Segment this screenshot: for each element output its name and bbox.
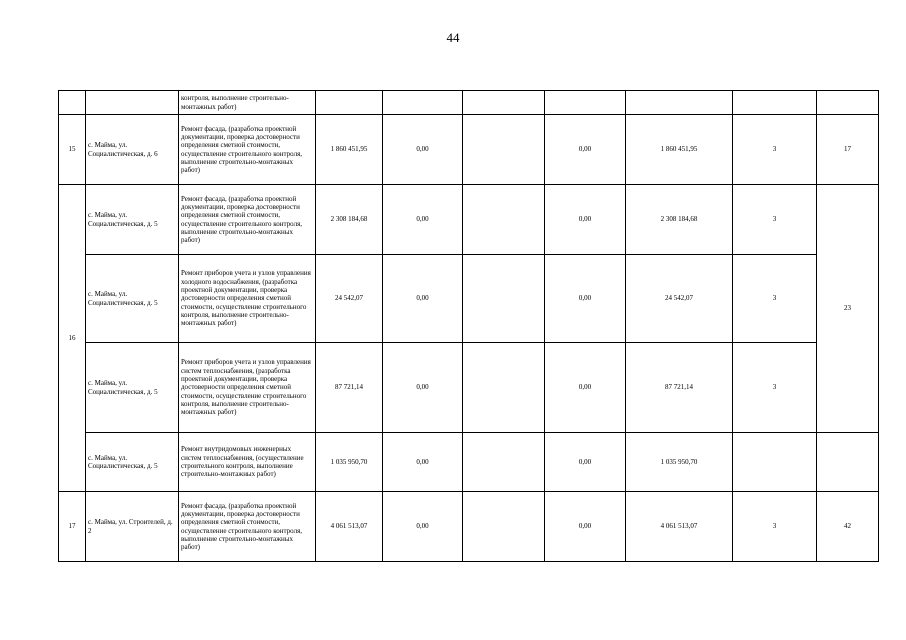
table-row [59,185,879,255]
total-cost-cell: 1 035 950,70 [316,433,383,492]
row-number-cell: 17 [59,492,86,562]
value-cell-empty [463,343,545,433]
group-cell [817,433,879,492]
address-cell: с. Майма, ул. Социалистическая, д. 5 [86,185,179,255]
value-cell-2: 0,00 [545,255,626,343]
group-cell [817,91,879,115]
work-cell: Ремонт внутридомовых инженерных систем теплоснабжения, (осуществление строительного контроля, выполнение строительно-монтажных работ) [179,433,316,492]
total-cost-cell: 24 542,07 [316,255,383,343]
table-row [59,433,879,492]
work-cell: Ремонт фасада, (разработка проектной документации, проверка достоверности определения сметной стоимости, осуществление строительного контроля, выполнение строительно-монтажных работ) [179,185,316,255]
value-cell-1 [383,91,463,115]
value-cell-1: 0,00 [383,343,463,433]
value-cell-2: 0,00 [545,433,626,492]
value-cell-1: 0,00 [383,255,463,343]
value-cell-3: 87 721,14 [626,343,733,433]
address-cell [86,91,179,115]
value-cell-1: 0,00 [383,115,463,185]
table-row [59,343,879,433]
work-cell: Ремонт приборов учета и узлов управления холодного водоснабжения, (разработка проектной документации, проверка достоверности определения сметной стоимости, осуществление строительного контроля, выполнение строительно-монтажных работ) [179,255,316,343]
address-cell: с. Майма, ул. Социалистическая, д. 5 [86,433,179,492]
value-cell-4 [733,433,817,492]
row-number-cell: 15 [59,115,86,185]
work-cell: Ремонт приборов учета и узлов управления систем теплоснабжения, (разработка проектной документации, проверка достоверности определения сметной стоимости, осуществление строительного контроля, выполнение строительно-монтажных работ) [179,343,316,433]
table-row-continuation [59,91,879,115]
value-cell-2 [545,91,626,115]
value-cell-1: 0,00 [383,492,463,562]
total-cost-cell: 2 308 184,68 [316,185,383,255]
value-cell-empty [463,115,545,185]
value-cell-3: 4 061 513,07 [626,492,733,562]
work-cell: Ремонт фасада, (разработка проектной документации, проверка достоверности определения сметной стоимости, осуществление строительного контроля, выполнение строительно-монтажных работ) [179,492,316,562]
value-cell-1: 0,00 [383,433,463,492]
value-cell-4 [733,91,817,115]
value-cell-empty [463,91,545,115]
value-cell-empty [463,492,545,562]
value-cell-3: 2 308 184,68 [626,185,733,255]
address-cell: с. Майма, ул. Социалистическая, д. 5 [86,255,179,343]
value-cell-3: 1 035 950,70 [626,433,733,492]
group-cell: 17 [817,115,879,185]
capital-repair-table [58,90,879,562]
group-cell: 23 [817,185,879,433]
total-cost-cell: 87 721,14 [316,343,383,433]
total-cost-cell: 4 061 513,07 [316,492,383,562]
value-cell-2: 0,00 [545,492,626,562]
value-cell-empty [463,433,545,492]
value-cell-4: 3 [733,115,817,185]
address-cell: с. Майма, ул. Социалистическая, д. 5 [86,343,179,433]
address-cell: с. Майма, ул. Социалистическая, д. 6 [86,115,179,185]
value-cell-2: 0,00 [545,185,626,255]
row-number-cell [59,91,86,115]
value-cell-empty [463,185,545,255]
value-cell-empty [463,255,545,343]
total-cost-cell: 1 860 451,95 [316,115,383,185]
work-cell: Ремонт фасада, (разработка проектной документации, проверка достоверности определения сметной стоимости, осуществление строительного контроля, выполнение строительно-монтажных работ) [179,115,316,185]
value-cell-4: 3 [733,492,817,562]
address-cell: с. Майма, ул. Строителей, д. 2 [86,492,179,562]
row-number-cell: 16 [59,185,86,492]
value-cell-1: 0,00 [383,185,463,255]
table-row [59,492,879,562]
page-number: 44 [446,30,460,45]
value-cell-3 [626,91,733,115]
group-cell: 42 [817,492,879,562]
work-cell: контроля, выполнение строительно-монтажных работ) [179,91,316,115]
value-cell-2: 0,00 [545,115,626,185]
table-row [59,115,879,185]
value-cell-3: 1 860 451,95 [626,115,733,185]
value-cell-4: 3 [733,343,817,433]
value-cell-4: 3 [733,185,817,255]
total-cost-cell [316,91,383,115]
value-cell-2: 0,00 [545,343,626,433]
value-cell-4: 3 [733,255,817,343]
value-cell-3: 24 542,07 [626,255,733,343]
table-row [59,255,879,343]
